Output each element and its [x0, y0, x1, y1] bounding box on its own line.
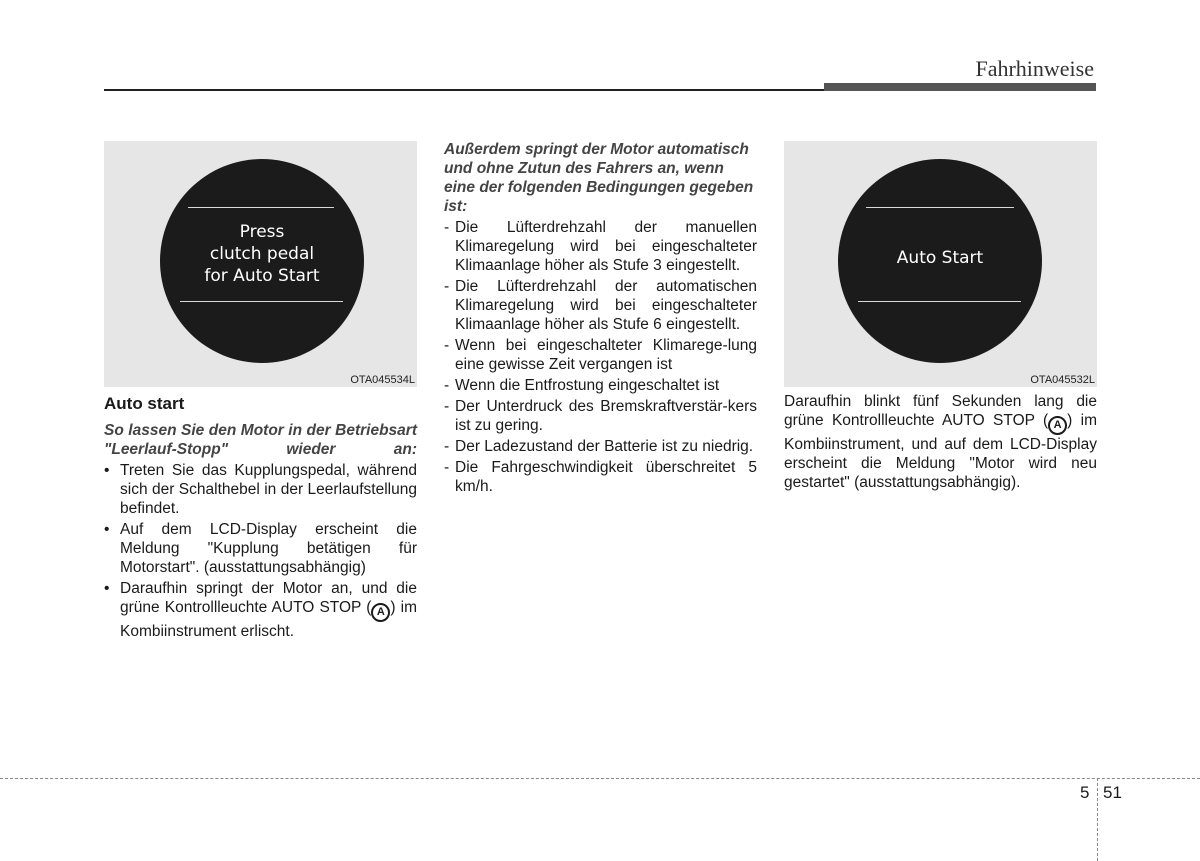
bullet-mark: • — [104, 580, 110, 597]
display-line-bottom — [858, 301, 1021, 302]
paragraph — [784, 392, 1097, 492]
dash-mark: - — [444, 219, 450, 236]
header-rule — [104, 89, 824, 91]
auto-stop-icon: A — [371, 603, 390, 622]
figure-code: OTA045534L — [350, 374, 415, 386]
header-rule-accent — [824, 83, 1096, 91]
figure-code: OTA045532L — [1030, 374, 1095, 386]
list-item-text: Wenn bei eingeschalteter Klimarege-lung eine gewisse Zeit vergangen ist — [455, 337, 757, 373]
display-line-1: Press — [239, 222, 285, 242]
dash-mark: - — [444, 377, 450, 394]
list-item-text: Die Lüfterdrehzahl der automatischen Klimaregelung wird bei eingeschalteter Klimaanlage höher als Stufe 6 eingestellt. — [455, 278, 757, 333]
list-item — [444, 218, 757, 275]
list-item — [444, 458, 757, 496]
list-item — [104, 579, 417, 641]
dash-mark: - — [444, 398, 450, 415]
display-line-bottom — [180, 301, 343, 302]
list-item-text-a: Daraufhin springt der Motor an, und die grüne Kontrollleuchte AUTO STOP ( — [120, 580, 417, 616]
list-item — [444, 437, 757, 456]
auto-stop-icon: A — [1048, 416, 1067, 435]
list-item — [104, 461, 417, 518]
display-text: Auto Start — [896, 248, 984, 268]
intro-text: So lassen Sie den Motor in der Betriebsart "Leerlauf-Stopp" wieder an: — [104, 422, 417, 458]
footer-divider — [1097, 778, 1098, 861]
list-item-text: Treten Sie das Kupplungspedal, während sich der Schalthebel in der Leerlaufstellung befindet. — [120, 462, 417, 517]
list-item — [444, 397, 757, 435]
display-line-2: clutch pedal — [209, 244, 315, 264]
dash-mark: - — [444, 278, 450, 295]
column-middle — [444, 140, 757, 496]
section-number: 5 — [1080, 783, 1090, 802]
footer-rule — [0, 778, 1200, 779]
dash-mark: - — [444, 337, 450, 354]
column-left — [104, 392, 417, 641]
page-number: 51 — [1103, 783, 1122, 802]
list-item-text-b: ) im Kombiinstrument erlischt. — [120, 599, 417, 640]
list-item — [444, 376, 757, 395]
dash-mark: - — [444, 459, 450, 476]
paragraph-text-a: Daraufhin blinkt fünf Sekunden lang die grüne Kontrollleuchte AUTO STOP ( — [784, 393, 1097, 429]
display-disc — [160, 159, 364, 363]
column-right — [784, 392, 1097, 492]
list-item-text: Auf dem LCD-Display erscheint die Meldung "Kupplung betätigen für Motorstart". (ausstattungsabhängig) — [120, 521, 417, 576]
paragraph-text-b: ) im Kombiinstrument, und auf dem LCD-Display erscheint die Meldung "Motor wird neu gestartet" (ausstattungsabhängig). — [784, 412, 1097, 491]
display-line-top — [866, 207, 1014, 208]
display-line-3: for Auto Start — [204, 266, 320, 286]
figure-auto-start — [784, 141, 1097, 387]
list-item-text: Der Ladezustand der Batterie ist zu niedrig. — [455, 438, 754, 455]
section-title: Fahrhinweise — [975, 56, 1094, 81]
list-item — [104, 520, 417, 577]
list-item-text: Die Fahrgeschwindigkeit überschreitet 5 km/h. — [455, 459, 757, 495]
section-heading: Auto start — [104, 394, 185, 413]
display-line-top — [188, 207, 334, 208]
list-item-text: Der Unterdruck des Bremskraftverstär-kers ist zu gering. — [455, 398, 757, 434]
bullet-mark: • — [104, 462, 110, 479]
dash-mark: - — [444, 438, 450, 455]
intro-text: Außerdem springt der Motor automatisch und ohne Zutun des Fahrers an, wenn eine der folgenden Bedingungen gegeben ist: — [444, 141, 754, 215]
list-item — [444, 336, 757, 374]
list-item — [444, 277, 757, 334]
display-disc — [838, 159, 1042, 363]
list-item-text: Die Lüfterdrehzahl der manuellen Klimaregelung wird bei eingeschalteter Klimaanlage höher als Stufe 3 eingestellt. — [455, 219, 757, 274]
bullet-mark: • — [104, 521, 110, 538]
list-item-text: Wenn die Entfrostung eingeschaltet ist — [455, 377, 720, 394]
figure-press-clutch — [104, 141, 417, 387]
